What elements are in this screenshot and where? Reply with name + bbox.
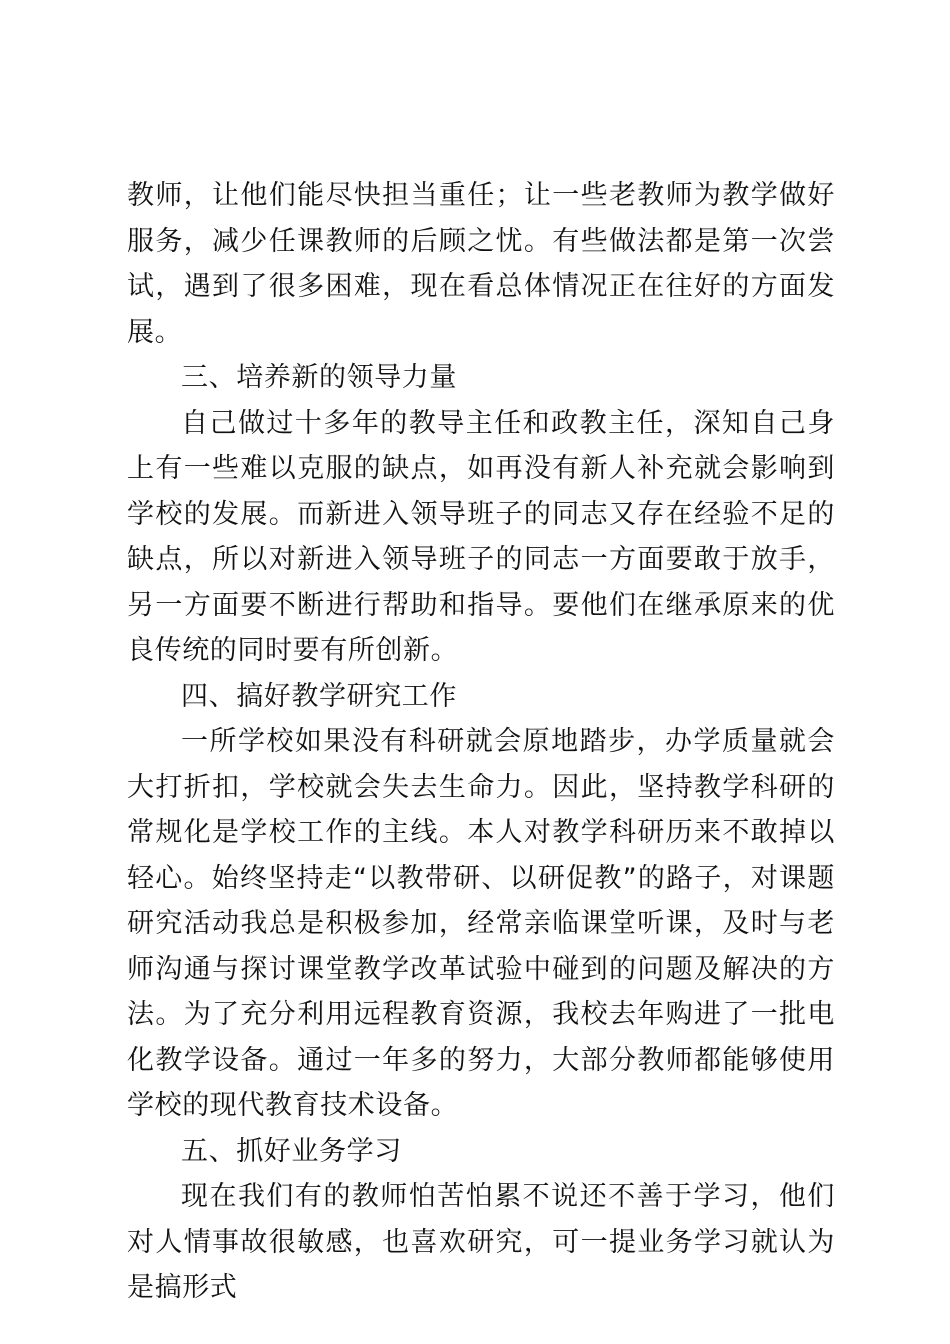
- paragraph-section-4: 一所学校如果没有科研就会原地踏步，办学质量就会大打折扣，学校就会失去生命力。因此，坚持教学科研的常规化是学校工作的主线。本人对教学科研历来不敢掉以轻心。始终坚持走“以教带研、以研促教”的路子，对课题研究活动我总是积极参加，经常亲临课堂听课，及时与老师沟通与探讨课堂教学改革试验中碰到的问题及解决的方法。为了充分利用远程教育资源，我校去年购进了一批电化教学设备。通过一年多的努力，大部分教师都能够使用学校的现代教育技术设备。: [127, 726, 835, 1121]
- section-heading-3: 三、培养新的领导力量: [181, 362, 457, 393]
- section-heading-5: 五、抓好业务学习: [181, 1135, 402, 1167]
- paragraph-section-3: 自己做过十多年的教导主任和政教主任，深知自己身上有一些难以克服的缺点，如再没有新人补充就会影响到学校的发展。而新进入领导班子的同志又存在经验不足的缺点，所以对新进入领导班子的同志一方面要敢于放手，另一方面要不断进行帮助和指导。要他们在继承原来的优良传统的同时要有所创新。: [127, 407, 835, 666]
- paragraph-continuation: 教师，让他们能尽快担当重任；让一些老教师为教学做好服务，减少任课教师的后顾之忧。有些做法都是第一次尝试，遇到了很多困难，现在看总体情况正在往好的方面发展。: [127, 180, 835, 348]
- document-body: [127, 173, 835, 1311]
- paragraph-section-5: 现在我们有的教师怕苦怕累不说还不善于学习，他们对人情事故很敏感，也喜欢研究，可一提业务学习就认为是搞形式: [127, 1181, 835, 1303]
- section-heading-4: 四、搞好教学研究工作: [181, 680, 457, 712]
